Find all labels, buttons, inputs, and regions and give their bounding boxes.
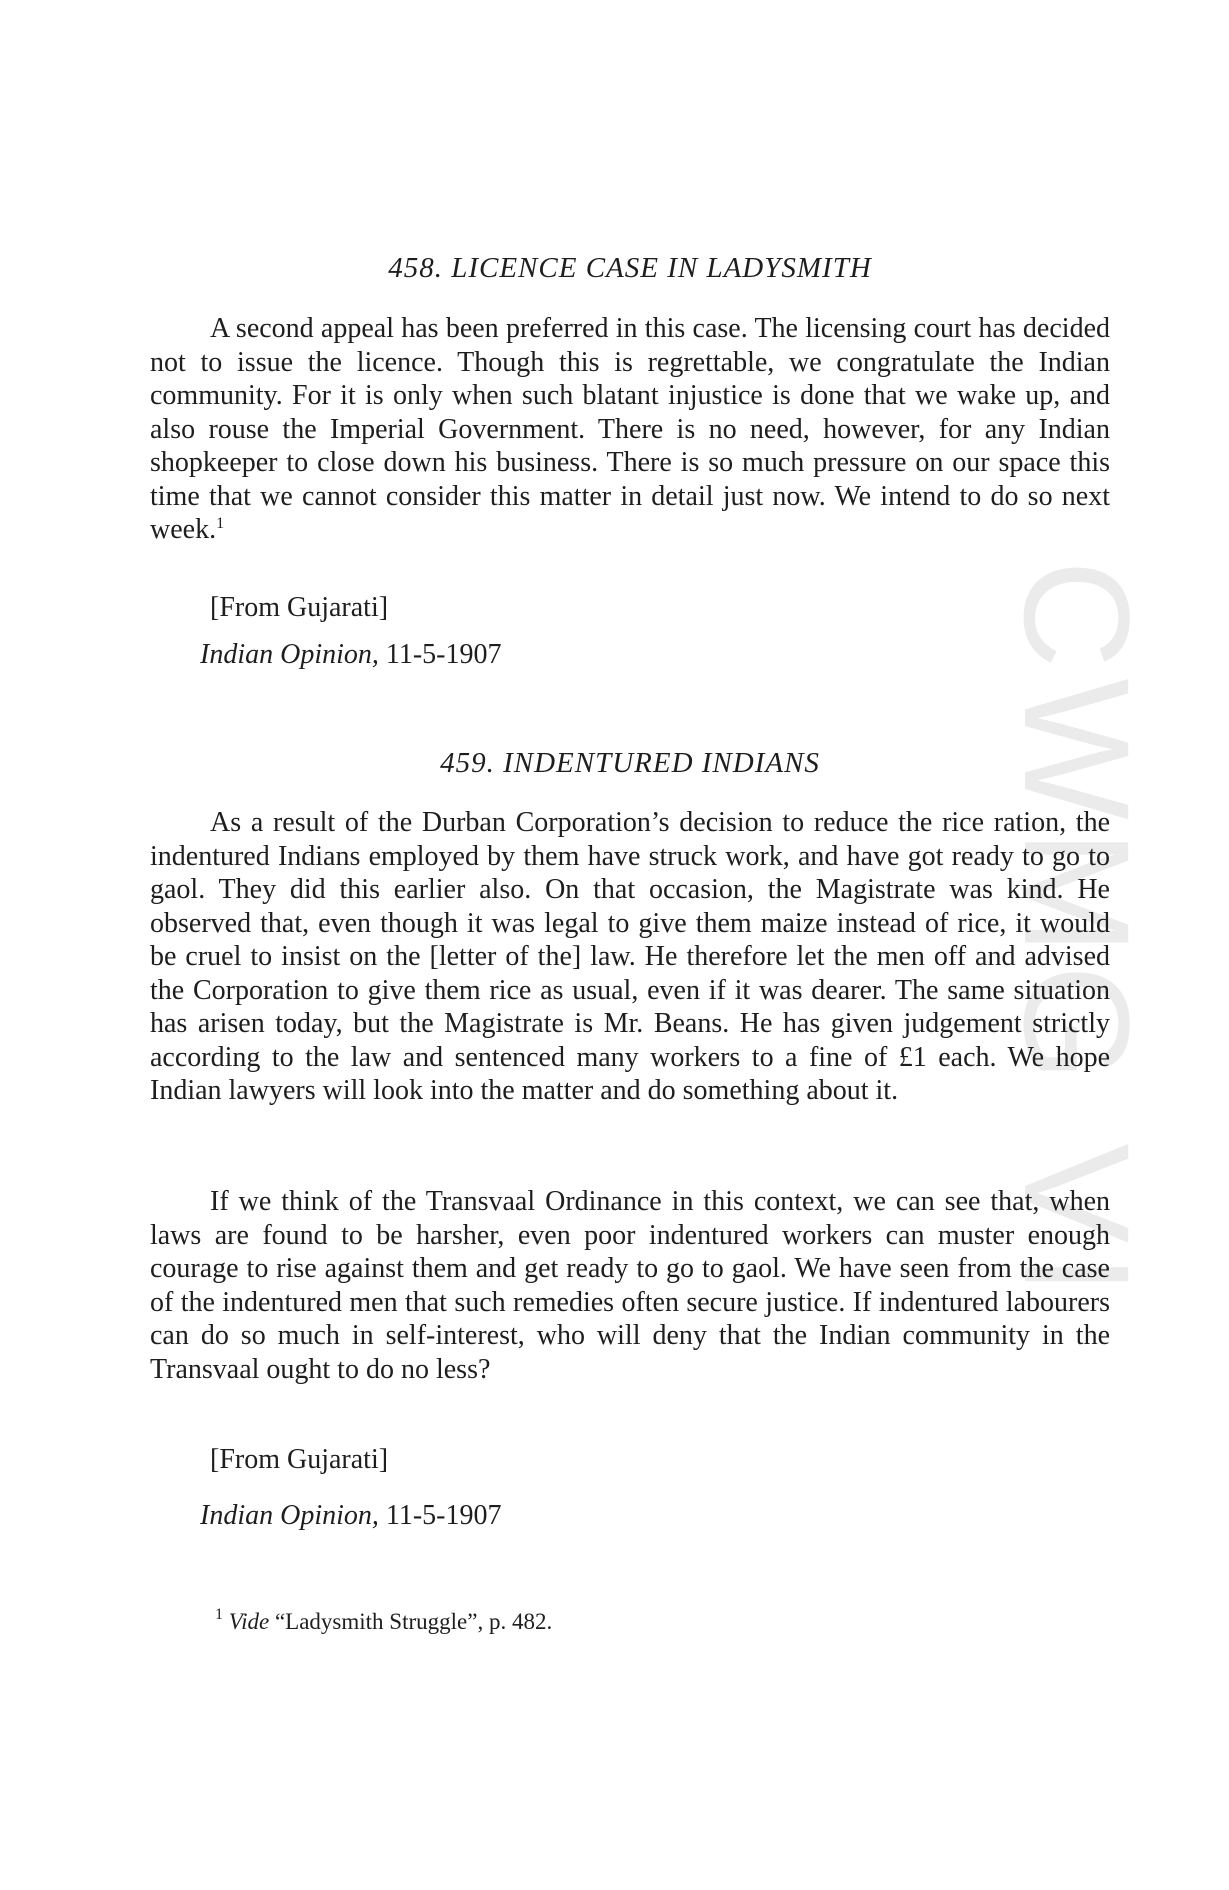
source-note: [From Gujarati] bbox=[210, 1444, 389, 1475]
article-paragraph: If we think of the Transvaal Ordinance in this context, we can see that, when laws are found to be harsher, even poor indentured workers can muster enough courage to rise against them and get ready to go to gaol. We have seen from the case of the indentured men that such remedies often secure justice. If indentured labourers can do so much in self-interest, who will deny that the Indian community in the Transvaal ought to do no less? bbox=[150, 1186, 1110, 1385]
footnote-vide: Vide bbox=[228, 1609, 270, 1634]
citation-journal: Indian Opinion, bbox=[200, 1500, 379, 1531]
article-heading: 459. INDENTURED INDIANS bbox=[440, 747, 820, 779]
article-paragraph: As a result of the Durban Corporation’s decision to reduce the rice ration, the indentured Indians employed by them have struck work, and have got ready to go to gaol. They did this earlier also. On that occasion, the Magistrate was kind. He observed that, even though it was legal to give them maize instead of rice, it would be cruel to insist on the [letter of the] law. He therefore let the men off and advised the Corporation to give them rice as usual, even if it was dearer. The same situation has arisen today, but the Magistrate is Mr. Beans. He has given judgement strictly according to the law and sentenced many workers to a fine of £1 each. We hope Indian lawyers will look into the matter and do something about it. bbox=[150, 807, 1110, 1106]
citation bbox=[200, 1499, 502, 1532]
citation bbox=[200, 638, 502, 671]
citation-journal: Indian Opinion, bbox=[200, 639, 379, 670]
watermark: CWMG VI bbox=[993, 560, 1161, 1305]
footnote-number: 1 bbox=[215, 1606, 223, 1623]
citation-date: 11-5-1907 bbox=[385, 639, 502, 670]
article-heading: 458. LICENCE CASE IN LADYSMITH bbox=[388, 252, 872, 284]
citation-date: 11-5-1907 bbox=[385, 1500, 502, 1531]
article-paragraph: A second appeal has been preferred in this case. The licensing court has decided not to issue the licence. Though this is regrettable, we congratulate the Indian community. For it is only when such blatant injustice is done that we wake up, and also rouse the Imperial Government. There is no need, however, for any Indian shopkeeper to close down his business. There is so much pressure on our space this time that we cannot consider this matter in detail just now. We intend to do so next week.$^1$ bbox=[150, 313, 1110, 545]
source-note: [From Gujarati] bbox=[210, 592, 389, 623]
footnote-ref[interactable]: 1 bbox=[216, 515, 225, 532]
footnote-text: “Ladysmith Struggle”, p. 482. bbox=[274, 1609, 553, 1634]
footnote bbox=[215, 1608, 552, 1636]
